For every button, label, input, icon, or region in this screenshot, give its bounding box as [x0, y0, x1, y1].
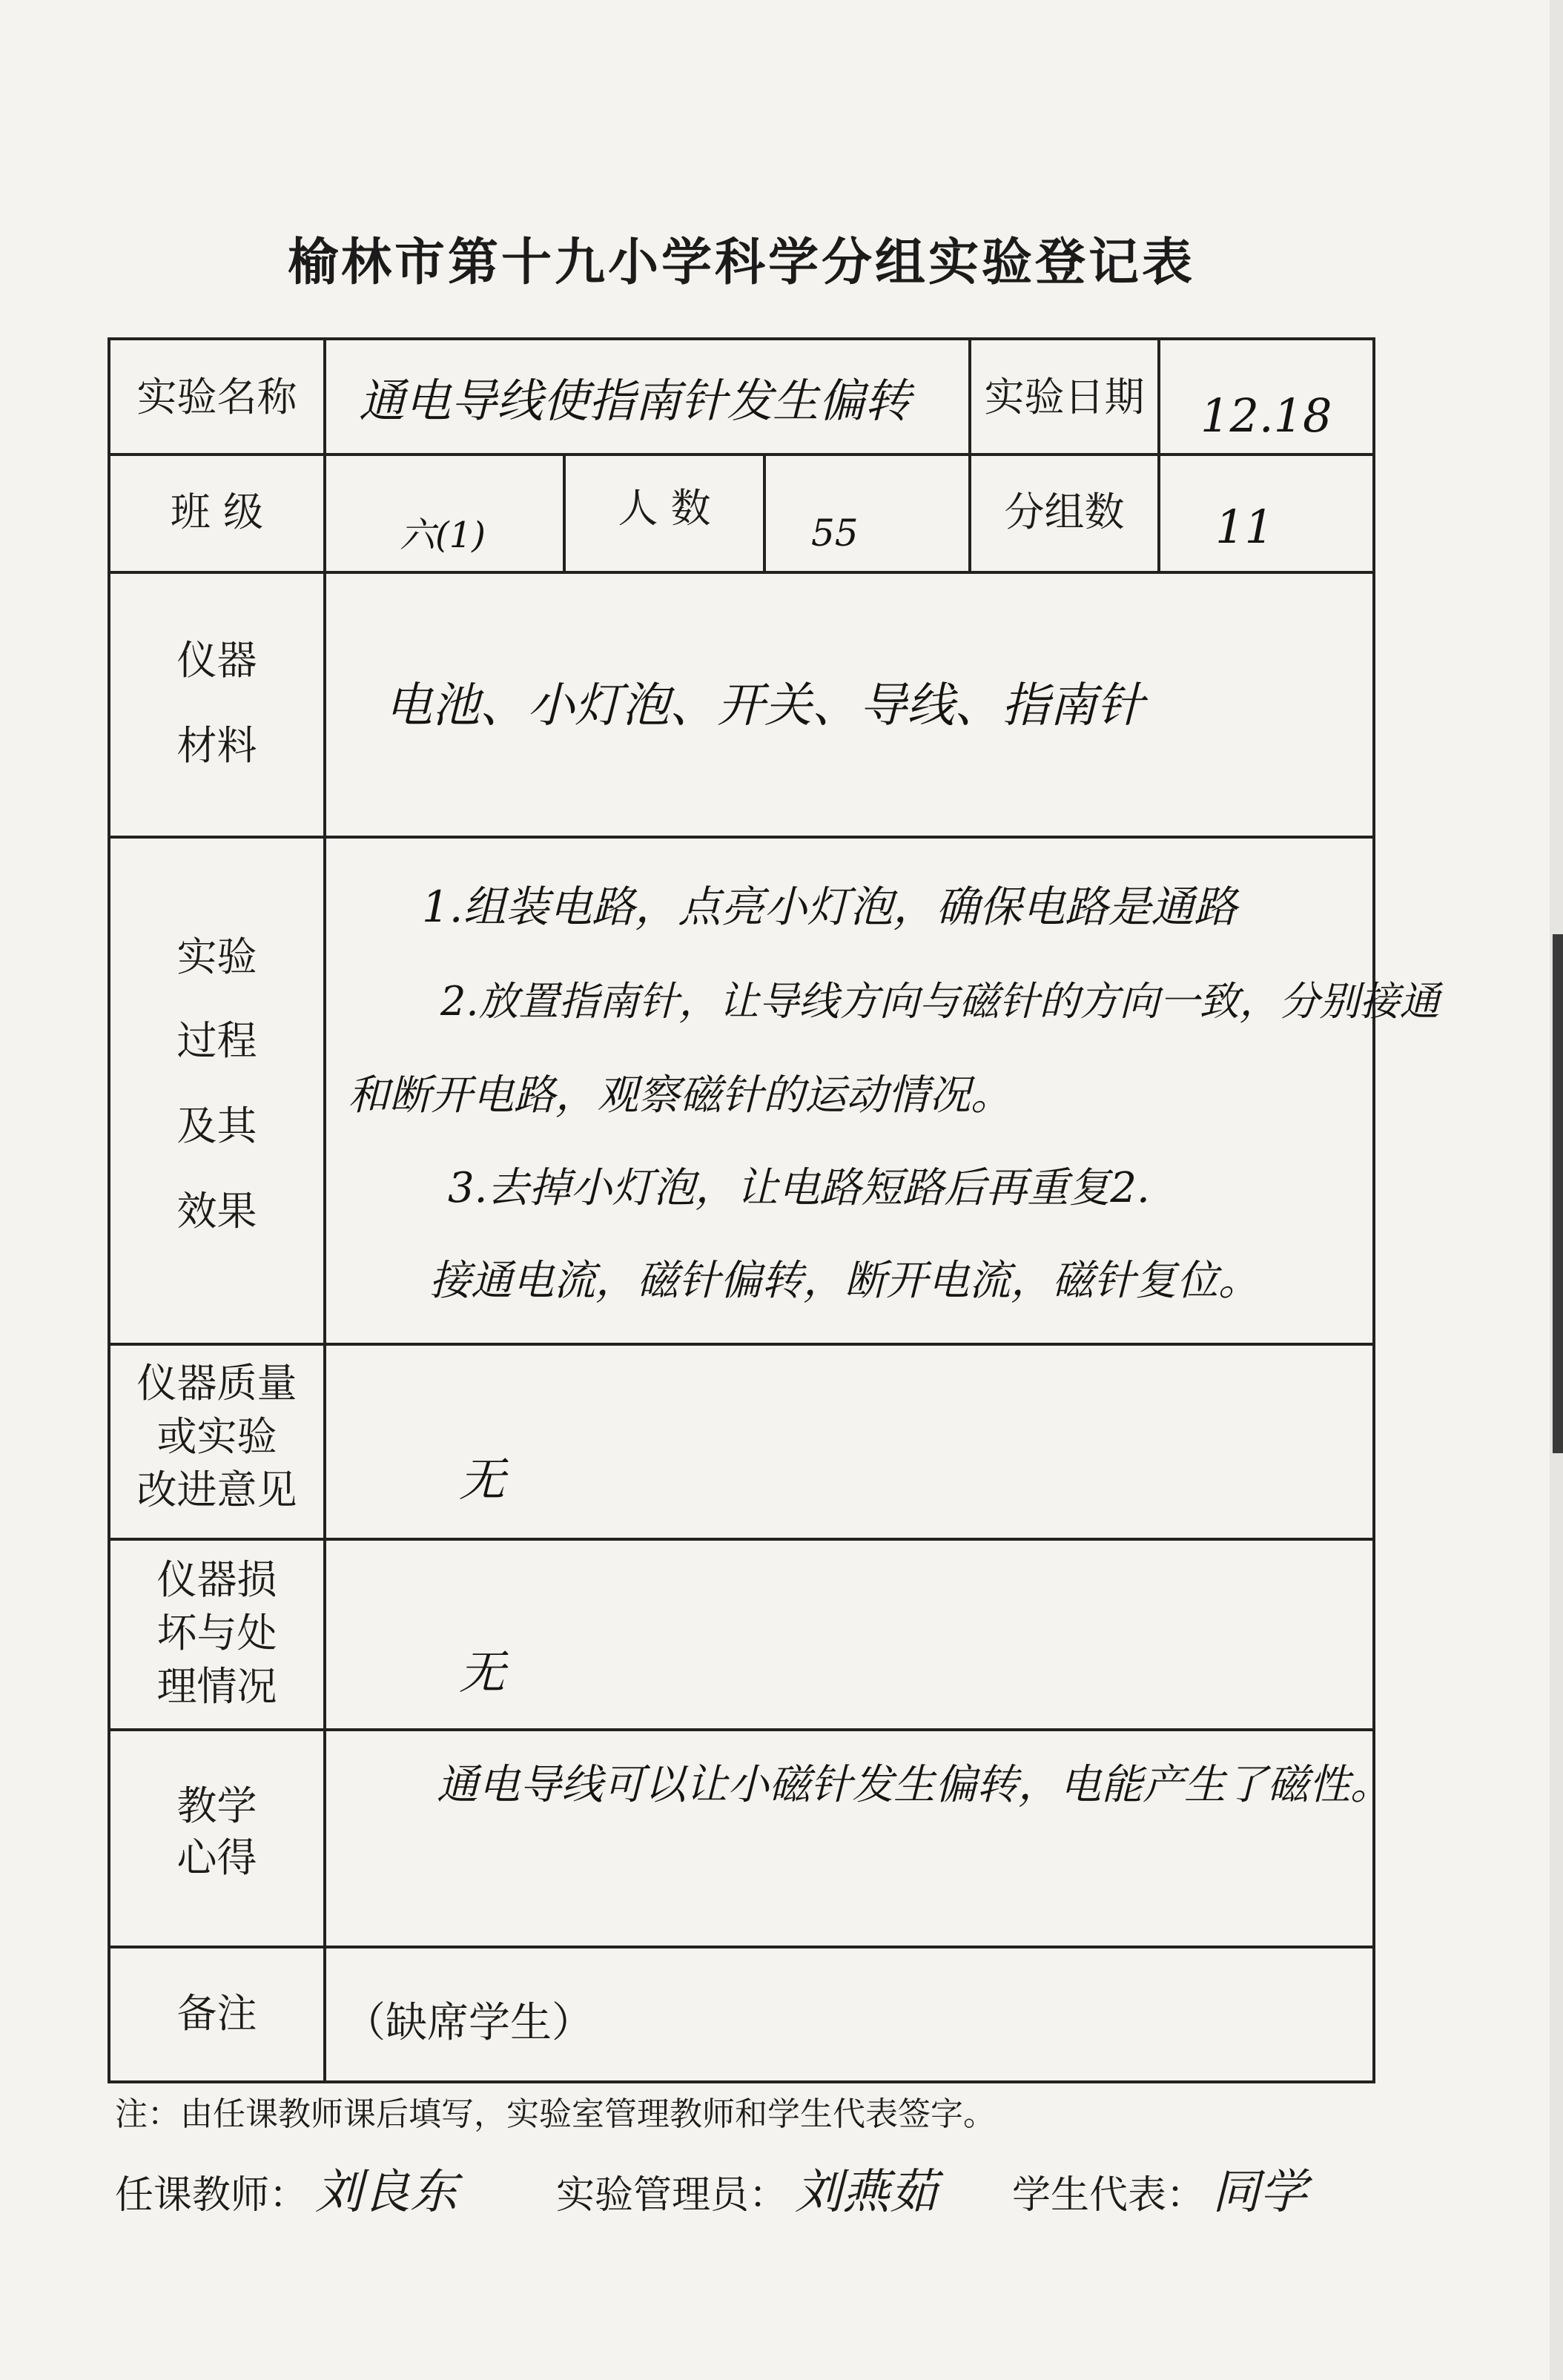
row-divider — [110, 836, 1375, 839]
column-divider — [763, 453, 766, 571]
damage-label-line3: 理情况 — [156, 1663, 277, 1710]
reflection-value: 通电导线可以让小磁针发生偏转，电能产生了磁性。 — [437, 1761, 1392, 1809]
reflection-label-line2: 心得 — [176, 1834, 257, 1881]
row-divider — [110, 1728, 1375, 1731]
column-divider — [1157, 340, 1160, 571]
teacher-label: 任课教师： — [115, 2173, 308, 2218]
quality-label-line2: 或实验 — [156, 1413, 277, 1460]
row-divider — [110, 571, 1375, 574]
footer-note: 注：由任课教师课后填写，实验室管理教师和学生代表签字。 — [115, 2095, 996, 2133]
damage-value: 无 — [459, 1645, 506, 1699]
experiment-date-value: 12.18 — [1200, 389, 1332, 443]
signature-admin — [556, 2154, 937, 2222]
equipment-value: 电池、小灯泡、开关、导线、指南针 — [385, 678, 1144, 733]
signature-student — [1012, 2154, 1307, 2222]
equipment-label-line2: 材料 — [176, 722, 257, 769]
process-step-line: 1.组装电路，点亮小灯泡，确保电路是通路 — [422, 882, 1237, 932]
quality-label-line1: 仪器质量 — [136, 1360, 297, 1406]
row-divider — [110, 453, 1375, 456]
reflection-label-line1: 教学 — [176, 1782, 257, 1829]
equipment-label-line1: 仪器 — [176, 637, 257, 684]
experiment-name-value: 通电导线使指南针发生偏转 — [359, 374, 911, 428]
admin-signature: 刘燕茹 — [795, 2165, 938, 2220]
process-step-line: 接通电流，磁针偏转，断开电流，磁针复位。 — [429, 1257, 1260, 1305]
form-table — [108, 337, 1440, 2083]
row-divider — [110, 1538, 1375, 1541]
quality-label-line3: 改进意见 — [136, 1467, 297, 1513]
remarks-value: （缺席学生） — [344, 1999, 593, 2047]
admin-label: 实验管理员： — [556, 2173, 788, 2218]
label-column-divider — [323, 340, 326, 2083]
process-step-line: 和断开电路，观察磁针的运动情况。 — [348, 1071, 1012, 1120]
student-signature: 同学 — [1212, 2165, 1308, 2220]
process-step-line: 2.放置指南针，让导线方向与磁针的方向一致，分别接通 — [440, 978, 1440, 1025]
process-label-line1: 实验 — [176, 933, 257, 980]
process-label-line2: 过程 — [176, 1017, 257, 1064]
process-label-line4: 效果 — [176, 1188, 257, 1234]
quality-value: 无 — [459, 1452, 506, 1507]
class-label: 班 级 — [170, 489, 264, 535]
process-step-line: 3.去掉小灯泡，让电路短路后再重复2. — [448, 1164, 1150, 1212]
row-divider — [110, 1343, 1375, 1346]
process-label-line3: 及其 — [176, 1103, 257, 1149]
signature-teacher — [115, 2154, 457, 2222]
remarks-label: 备注 — [176, 1990, 257, 2037]
experiment-date-label: 实验日期 — [984, 374, 1145, 420]
damage-label-line2: 坏与处 — [156, 1610, 277, 1656]
people-count-value: 55 — [811, 512, 859, 555]
damage-label-line1: 仪器损 — [156, 1556, 277, 1603]
row-divider — [110, 1946, 1375, 1948]
scan-edge-shadow — [1553, 934, 1563, 1453]
student-label: 学生代表： — [1012, 2173, 1206, 2218]
group-count-label: 分组数 — [1004, 489, 1125, 535]
experiment-name-label: 实验名称 — [136, 374, 297, 420]
group-count-value: 11 — [1215, 500, 1274, 554]
teacher-signature: 刘良东 — [315, 2165, 458, 2220]
people-count-label: 人 数 — [618, 485, 711, 532]
class-value: 六(1) — [400, 515, 486, 556]
form-title: 榆林市第十九小学科学分组实验登记表 — [287, 234, 1195, 292]
